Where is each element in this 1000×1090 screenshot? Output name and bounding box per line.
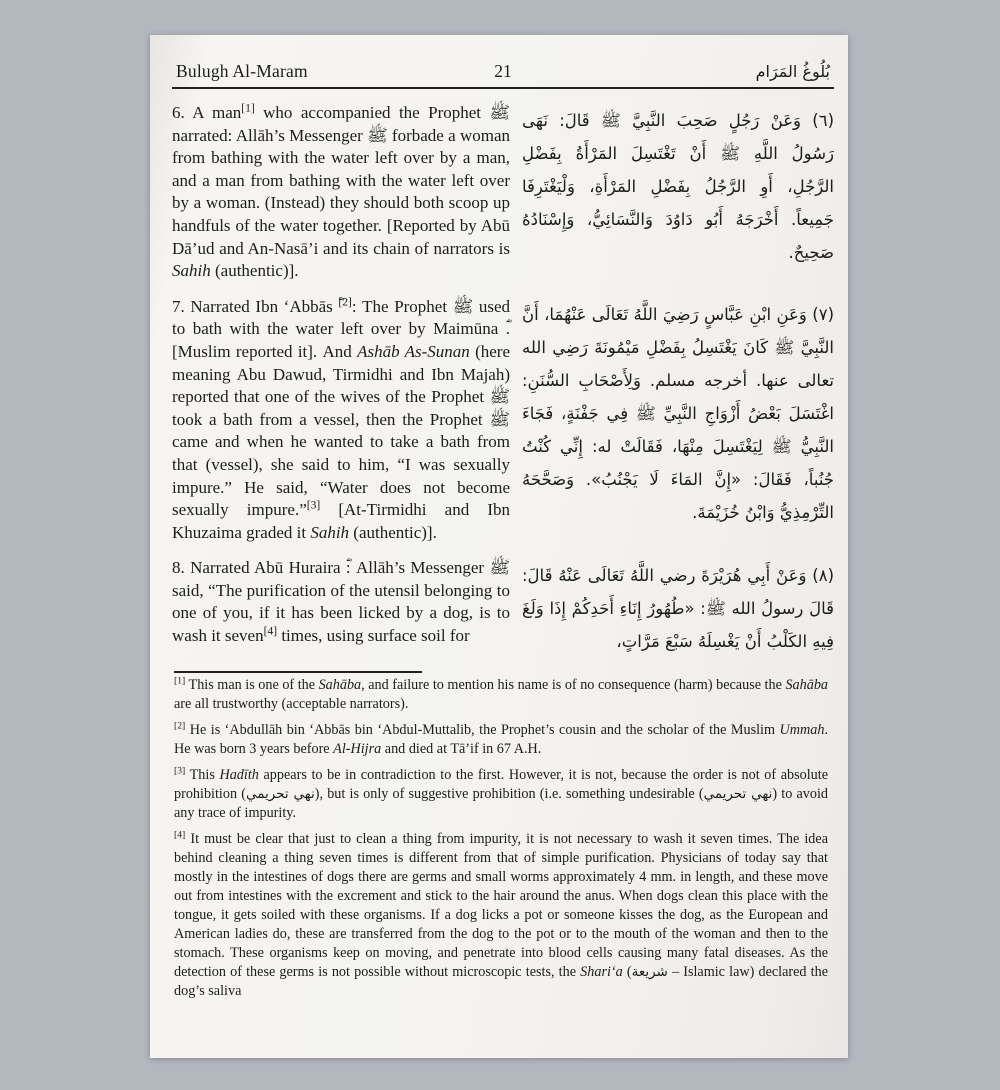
hadith-6-english-text: 6. A man[1] who accompanied the Prophet ﷺ narrated: Allāh’s Messenger ﷺ forbade a woman from bathing with the water left over by a man, and a man from bathing with the water left over by a woman. (Instead) they should both scoop up handfuls of the water together. [Reported by Abū Dā’ud and An-Nasā’i and its chain of narrators is Sahih (authentic)]. bbox=[172, 101, 510, 281]
hadith-6-arabic-text: (٦) وَعَنْ رَجُلٍ صَحِبَ النَّبِيَّ ﷺ قَالَ: نَهَى رَسُولُ اللَّهِ ﷺ أَنْ تَغْتَسِلَ المَرْأَةُ بِفَضْلِ الرَّجُلِ، أَوِ الرَّجُلُ بِفَضْلِ المَرْأَةِ، وَلْيَغْتَرِفَا جَمِيعاً. أَخْرَجَهُ أَبُو دَاوُدَ وَالنَّسَائِيُّ، وَإِسْنَادُهُ صَحِيحٌ. bbox=[522, 111, 834, 262]
footnotes-section bbox=[172, 671, 834, 1001]
footnote-2: [2] He is ‘Abdullāh bin ‘Abbās bin ‘Abdul-Muttalib, the Prophet’s cousin and the scholar of the Muslim Ummah. He was born 3 years before Al-Hijra and died at Tā’if in 67 A.H. bbox=[174, 720, 828, 758]
book-title-arabic: بُلُوغُ المَرَام bbox=[755, 62, 830, 81]
hadith-8-row bbox=[172, 557, 834, 658]
hadith-7-arabic-text: (٧) وَعَنِ ابْنِ عَبَّاسٍ رَضِيَ اللَّهُ تَعَالَى عَنْهُمَا، أَنَّ النَّبِيَّ ﷺ كَانَ يَغْتَسِلُ بِفَضْلِ مَيْمُونَةَ رَضِي الله تعالى عنها. أخرجه مسلم. وَلِأَصْحَابِ السُّنَنِ: اغْتَسَلَ بَعْضُ أَزْوَاجِ النَّبِيِّ ﷺ فِي جَفْنَةٍ، فَجَاءَ النَّبِيُّ ﷺ لِيَغْتَسِلَ مِنْهَا، فَقَالَتْ له: إِنِّي كُنْتُ جُنُباً، فَقَالَ: «إِنَّ المَاءَ لَا يَجْنُبُ». وَصَحَّحَهُ التِّرْمِذِيُّ وَابْنُ خُزَيْمَةَ. bbox=[522, 304, 834, 522]
footnote-3: [3] This Hadīth appears to be in contradiction to the first. However, it is not, because the order is not of absolute prohibition (نهي تحريمي), but is only of suggestive prohibition (i.e. something undesirable (نهي تحريمي) to avoid any trace of impurity. bbox=[174, 765, 829, 822]
footnote-separator bbox=[174, 671, 422, 673]
footnote-1: [1] This man is one of the Sahāba, and failure to mention his name is of no consequence (harm) because the Sahāba are all trustworthy (acceptable narrators). bbox=[174, 675, 828, 713]
hadith-7-english-text: 7. Narrated Ibn ‘Abbās [2]: The Prophet ﷺ used to bath with the water left over by Maimūna . [Muslim reported it]. And Ashāb As-Sunan (here meaning Abu Dawud, Tirmidhi and Ibn Majah) reported that one of the wives of the Prophet ﷺ took a bath from a vessel, then the Prophet ﷺ came and when he wanted to take a bath from that (vessel), she said to him, “I was sexually impure.” He said, “Water does not become sexually impure.”[3] [At-Tirmidhi and Ibn Khuzaima graded it Sahih (authentic)]. bbox=[172, 295, 510, 542]
page-number: 21 bbox=[494, 61, 512, 81]
footnote-4: [4] It must be clear that just to clean a thing from impurity, it is not necessary to wash it seven times. The idea behind cleaning a thing seven times is different from that of simple purification. Physicians of today say that mostly in the intestines of dogs there are germs and small worms approximately 4 mm. in length, and these move out from intestines with the excrement and stick to the hair around the anus. When dogs clean this place with the tongue, it gets soiled with these organisms. If a dog licks a pot or someone kisses the dog, as the European and American ladies do, these are transferred from the dog to the pot or to the mouth of the woman and then to the stomach. These organisms keep on moving, and penetrate into blood cells causing many fatal diseases. As the detection of these germs is not possible without microscopic tests, the Shari‘a (شريعة – Islamic law) declared the dog’s saliva bbox=[174, 829, 829, 1000]
hadith-6-row bbox=[172, 102, 834, 283]
book-title-latin: Bulugh Al-Maram bbox=[176, 61, 308, 81]
hadith-8-arabic-text: (٨) وَعَنْ أَبِي هُرَيْرَةَ رضي اللَّهُ تَعَالَى عَنْهُ قَالَ: قَالَ رسولُ الله ﷺ: «طُهُورُ إِنَاءِ أَحَدِكُمْ إِذَا وَلَغَ فِيهِ الكَلْبُ أَنْ يَغْسِلَهُ سَبْعَ مَرَّاتٍ، bbox=[522, 566, 834, 652]
page-header bbox=[172, 61, 834, 89]
hadith-7-row bbox=[172, 296, 834, 545]
book-page bbox=[150, 35, 848, 1058]
hadith-8-english-text: 8. Narrated Abū Huraira : Allāh’s Messenger ﷺ said, “The purification of the utensil belonging to one of you, if it has been licked by a dog, is to wash it seven[4] times, using surface soil for bbox=[172, 558, 510, 646]
